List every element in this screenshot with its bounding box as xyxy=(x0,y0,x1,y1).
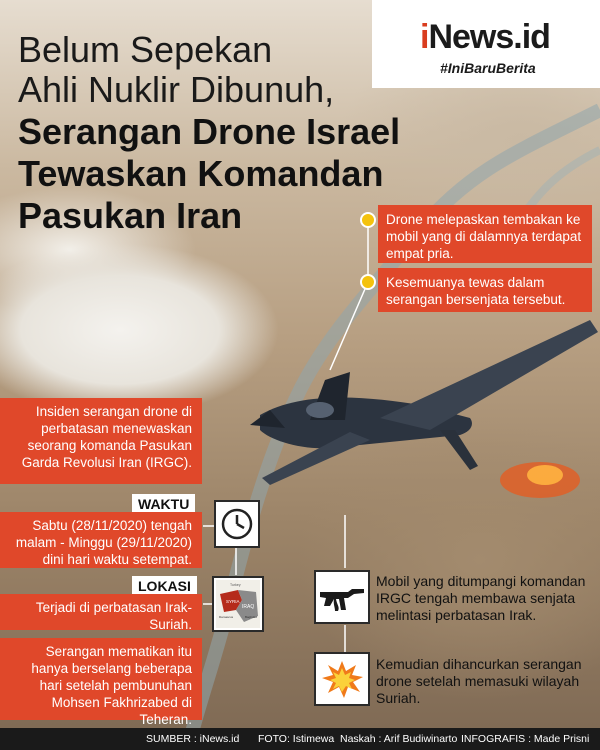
inews-logo xyxy=(420,18,550,57)
lokasi-box: Terjadi di perbatasan Irak-Suriah. xyxy=(0,594,202,630)
point-marker xyxy=(360,212,376,228)
rifle-icon-box xyxy=(314,570,370,624)
title-line-3: Serangan Drone Israel xyxy=(18,111,401,152)
explosion-icon xyxy=(320,659,364,699)
note-explosion: Kemudian dihancurkan serangan drone setelah memasuki wilayah Suriah. xyxy=(376,656,582,706)
point-box-1: Drone melepaskan tembakan ke mobil yang di dalamnya terdapat empat pria. xyxy=(378,205,592,263)
waktu-label: WAKTU xyxy=(132,494,195,514)
rifle-icon xyxy=(318,580,366,614)
title-line-2: Ahli Nuklir Dibunuh, xyxy=(18,69,335,110)
lokasi-label: LOKASI xyxy=(132,576,197,596)
map-icon-box xyxy=(212,576,264,632)
title-line-1: Belum Sepekan xyxy=(18,29,273,70)
intro-box: Insiden serangan drone di perbatasan menewaskan seorang komanda Pasukan Garda Revolusi Iran (IRGC). xyxy=(0,398,202,484)
point-marker xyxy=(360,274,376,290)
tagline: #IniBaruBerita xyxy=(440,60,536,76)
footer-infografis: INFOGRAFIS : Made Prisni xyxy=(461,733,590,745)
explosion-icon-box xyxy=(314,652,370,706)
clock-icon xyxy=(220,507,254,541)
drone-illustration xyxy=(250,320,598,485)
map-label-turkey: Turkey xyxy=(230,583,241,587)
map-label-baghdad: Baghdad xyxy=(245,615,258,619)
clock-icon-box xyxy=(214,500,260,548)
map-icon xyxy=(216,580,260,628)
footer-sumber: SUMBER : iNews.id xyxy=(146,733,240,745)
logo-text: News.id xyxy=(428,18,550,56)
map-label-syria: SYRIA xyxy=(226,599,240,604)
logo-letter-i: i xyxy=(420,18,429,56)
map-label-damascus: Damascus xyxy=(219,615,234,619)
footer-foto: FOTO: Istimewa xyxy=(258,733,335,745)
closing-box: Serangan mematikan itu hanya berselang beberapa hari setelah pembunuhan Mohsen Fakhrizabed di Teheran. xyxy=(0,638,202,720)
waktu-box: Sabtu (28/11/2020) tengah malam - Minggu (29/11/2020) dini hari waktu setempat. xyxy=(0,512,202,568)
point-box-2: Kesemuanya tewas dalam serangan bersenjata tersebut. xyxy=(378,268,592,312)
map-label-iraq: IRAQ xyxy=(242,604,255,610)
title-line-5: Pasukan Iran xyxy=(18,195,243,236)
title-line-4: Tewaskan Komandan xyxy=(18,153,384,194)
footer-bar xyxy=(0,728,600,750)
fire-core xyxy=(527,465,563,485)
note-rifle: Mobil yang ditumpangi komandan IRGC tengah membawa senjata melintasi perbatasan Irak. xyxy=(376,573,586,623)
footer-naskah: Naskah : Arif Budiwinarto xyxy=(340,733,458,745)
